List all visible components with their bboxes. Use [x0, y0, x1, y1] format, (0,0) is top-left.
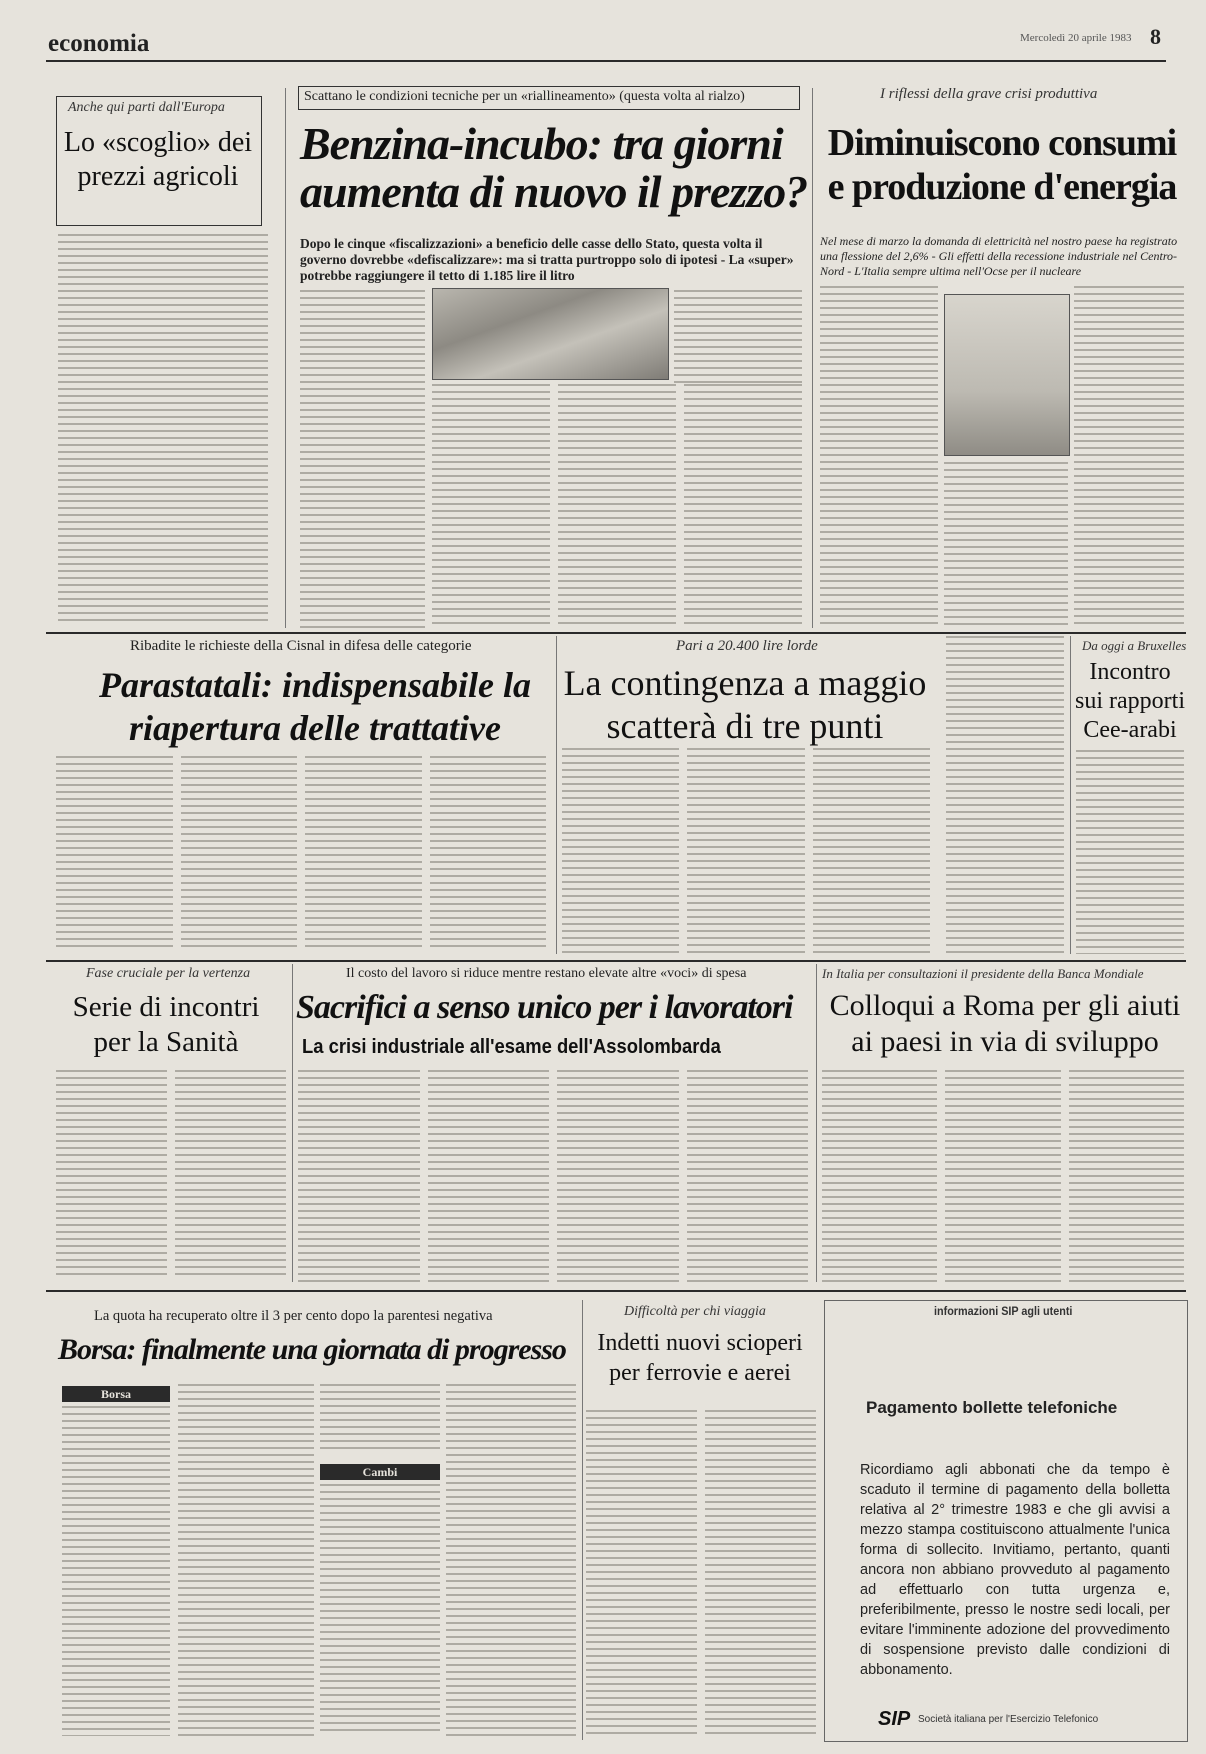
- borsa-body-2: [178, 1384, 314, 1736]
- parastatali-title: Parastatali: indispensabile la riapertura delle trattative: [98, 665, 532, 749]
- agri-title: Lo «scoglio» dei prezzi agricoli: [63, 127, 253, 192]
- fuel-divider: [812, 88, 813, 628]
- parastatali-kicker: Ribadite le richieste della Cisnal in difesa delle categorie: [130, 638, 472, 654]
- ceearabi-title: Incontro sui rapporti Cee-arabi: [1075, 659, 1185, 743]
- date-line: Mercoledì 20 aprile 1983: [1020, 32, 1132, 44]
- fuel-body-col-4: [674, 290, 802, 384]
- borsa-body-1: [62, 1406, 170, 1736]
- agri-kicker: Anche qui parti dall'Europa: [68, 100, 225, 115]
- energy-title: Diminuiscono consumi e produzione d'energia: [827, 122, 1177, 208]
- sip-company: Società italiana per l'Esercizio Telefonico: [918, 1714, 1099, 1725]
- section-title: economia: [48, 30, 150, 57]
- contingenza-title: La contingenza a maggio scatterà di tre punti: [563, 663, 927, 747]
- sanita-divider: [292, 964, 293, 1282]
- agri-divider: [285, 88, 286, 628]
- fuel-title: Benzina-incubo: tra giorni aumenta di nuovo il prezzo?: [300, 118, 808, 218]
- scioperi-body: [586, 1410, 816, 1736]
- borsa-title: Borsa: finalmente una giornata di progresso: [58, 1333, 566, 1366]
- fuel-station-photo: [432, 288, 669, 380]
- energy-body-col-2: [944, 462, 1068, 628]
- fuel-subtitle: Dopo le cinque «fiscalizzazioni» a beneficio delle casse dello Stato, questa volta il governo dovrebbe «defiscalizzare»: ma si tratta purtroppo solo di ipotesi - La «super» potrebbe raggiungere il tetto di 1.185 lire il litro: [300, 236, 794, 283]
- third-section-rule: [46, 1290, 1186, 1292]
- energy-subtitle: Nel mese di marzo la domanda di elettricità nel nostro paese ha registrato una flessione del 2,6% - Gli effetti della recessione industriale nel Centro-Nord - L'Italia sempre ultima nell'Ocse per il nucleare: [820, 234, 1178, 278]
- borsa-label: Borsa: [62, 1386, 170, 1402]
- top-section-rule: [46, 632, 1186, 634]
- power-pylon-photo: [944, 294, 1070, 456]
- scioperi-title: Indetti nuovi scioperi per ferrovie e aerei: [597, 1330, 803, 1386]
- second-section-rule: [46, 960, 1186, 962]
- sip-ad-body: Ricordiamo agli abbonati che da tempo è scaduto il termine di pagamento della bolletta relativa al 2° trimestre 1983 e che gli avvisi a mezzo stampa costituiscono attualmente l'unica forma di sollecito. Invitiamo, pertanto, quanti ancora non abbiano provveduto al pagamento ad effettuarlo con tutta urgenza e, preferibilmente, presso le nostre sedi locali, per evitare l'imminente adozione del provvedimento di sospensione previsto dalle condizioni di abbonamento.: [860, 1462, 1170, 1678]
- borsa-body-3: [320, 1384, 440, 1454]
- sanita-title: Serie di incontri per la Sanità: [72, 991, 260, 1058]
- page-number: 8: [1150, 24, 1161, 49]
- ceearabi-body: [1076, 750, 1184, 954]
- contingenza-kicker: Pari a 20.400 lire lorde: [676, 638, 818, 654]
- parastatali-divider: [556, 636, 557, 954]
- colloqui-body: [822, 1070, 1184, 1282]
- energy-kicker: I riflessi della grave crisi produttiva: [880, 86, 1098, 102]
- colloqui-kicker: In Italia per consultazioni il presidente della Banca Mondiale: [822, 966, 1144, 981]
- scioperi-divider-left: [582, 1300, 583, 1740]
- energy-body-col-1: [820, 286, 938, 628]
- sip-ad-header: informazioni SIP agli utenti: [934, 1304, 1073, 1318]
- scioperi-kicker: Difficoltà per chi viaggia: [624, 1304, 766, 1319]
- energy-continuation: [946, 636, 1064, 954]
- sip-ad-title: Pagamento bollette telefoniche: [866, 1398, 1118, 1417]
- ceearabi-kicker: Da oggi a Bruxelles: [1082, 638, 1187, 653]
- sacrifici-body: [298, 1070, 808, 1282]
- ceearabi-divider: [1070, 636, 1071, 954]
- colloqui-title: Colloqui a Roma per gli aiuti ai paesi in via di sviluppo: [829, 989, 1181, 1058]
- borsa-kicker: La quota ha recuperato oltre il 3 per cento dopo la parentesi negativa: [94, 1308, 493, 1324]
- cambi-label: Cambi: [320, 1464, 440, 1480]
- energy-body-col-3: [1074, 286, 1184, 628]
- sacrifici-subtitle: La crisi industriale all'esame dell'Assolombarda: [302, 1036, 721, 1058]
- fuel-kicker: Scattano le condizioni tecniche per un «riallineamento» (questa volta al rialzo): [304, 89, 745, 104]
- fuel-body-cols: [432, 384, 802, 628]
- header-rule: [46, 60, 1166, 62]
- fuel-body-col-1: [300, 290, 425, 628]
- sacrifici-kicker: Il costo del lavoro si riduce mentre restano elevate altre «voci» di spesa: [346, 966, 747, 981]
- sip-logo: SIP: [878, 1708, 911, 1730]
- agri-body-text: [58, 234, 268, 626]
- sanita-kicker: Fase cruciale per la vertenza: [86, 966, 251, 981]
- cambi-body: [320, 1484, 440, 1736]
- colloqui-divider: [816, 964, 817, 1282]
- contingenza-body: [562, 748, 930, 954]
- parastatali-body: [56, 756, 546, 952]
- sanita-body: [56, 1070, 286, 1280]
- borsa-body-4: [446, 1384, 576, 1736]
- sacrifici-title: Sacrifici a senso unico per i lavoratori: [296, 989, 793, 1026]
